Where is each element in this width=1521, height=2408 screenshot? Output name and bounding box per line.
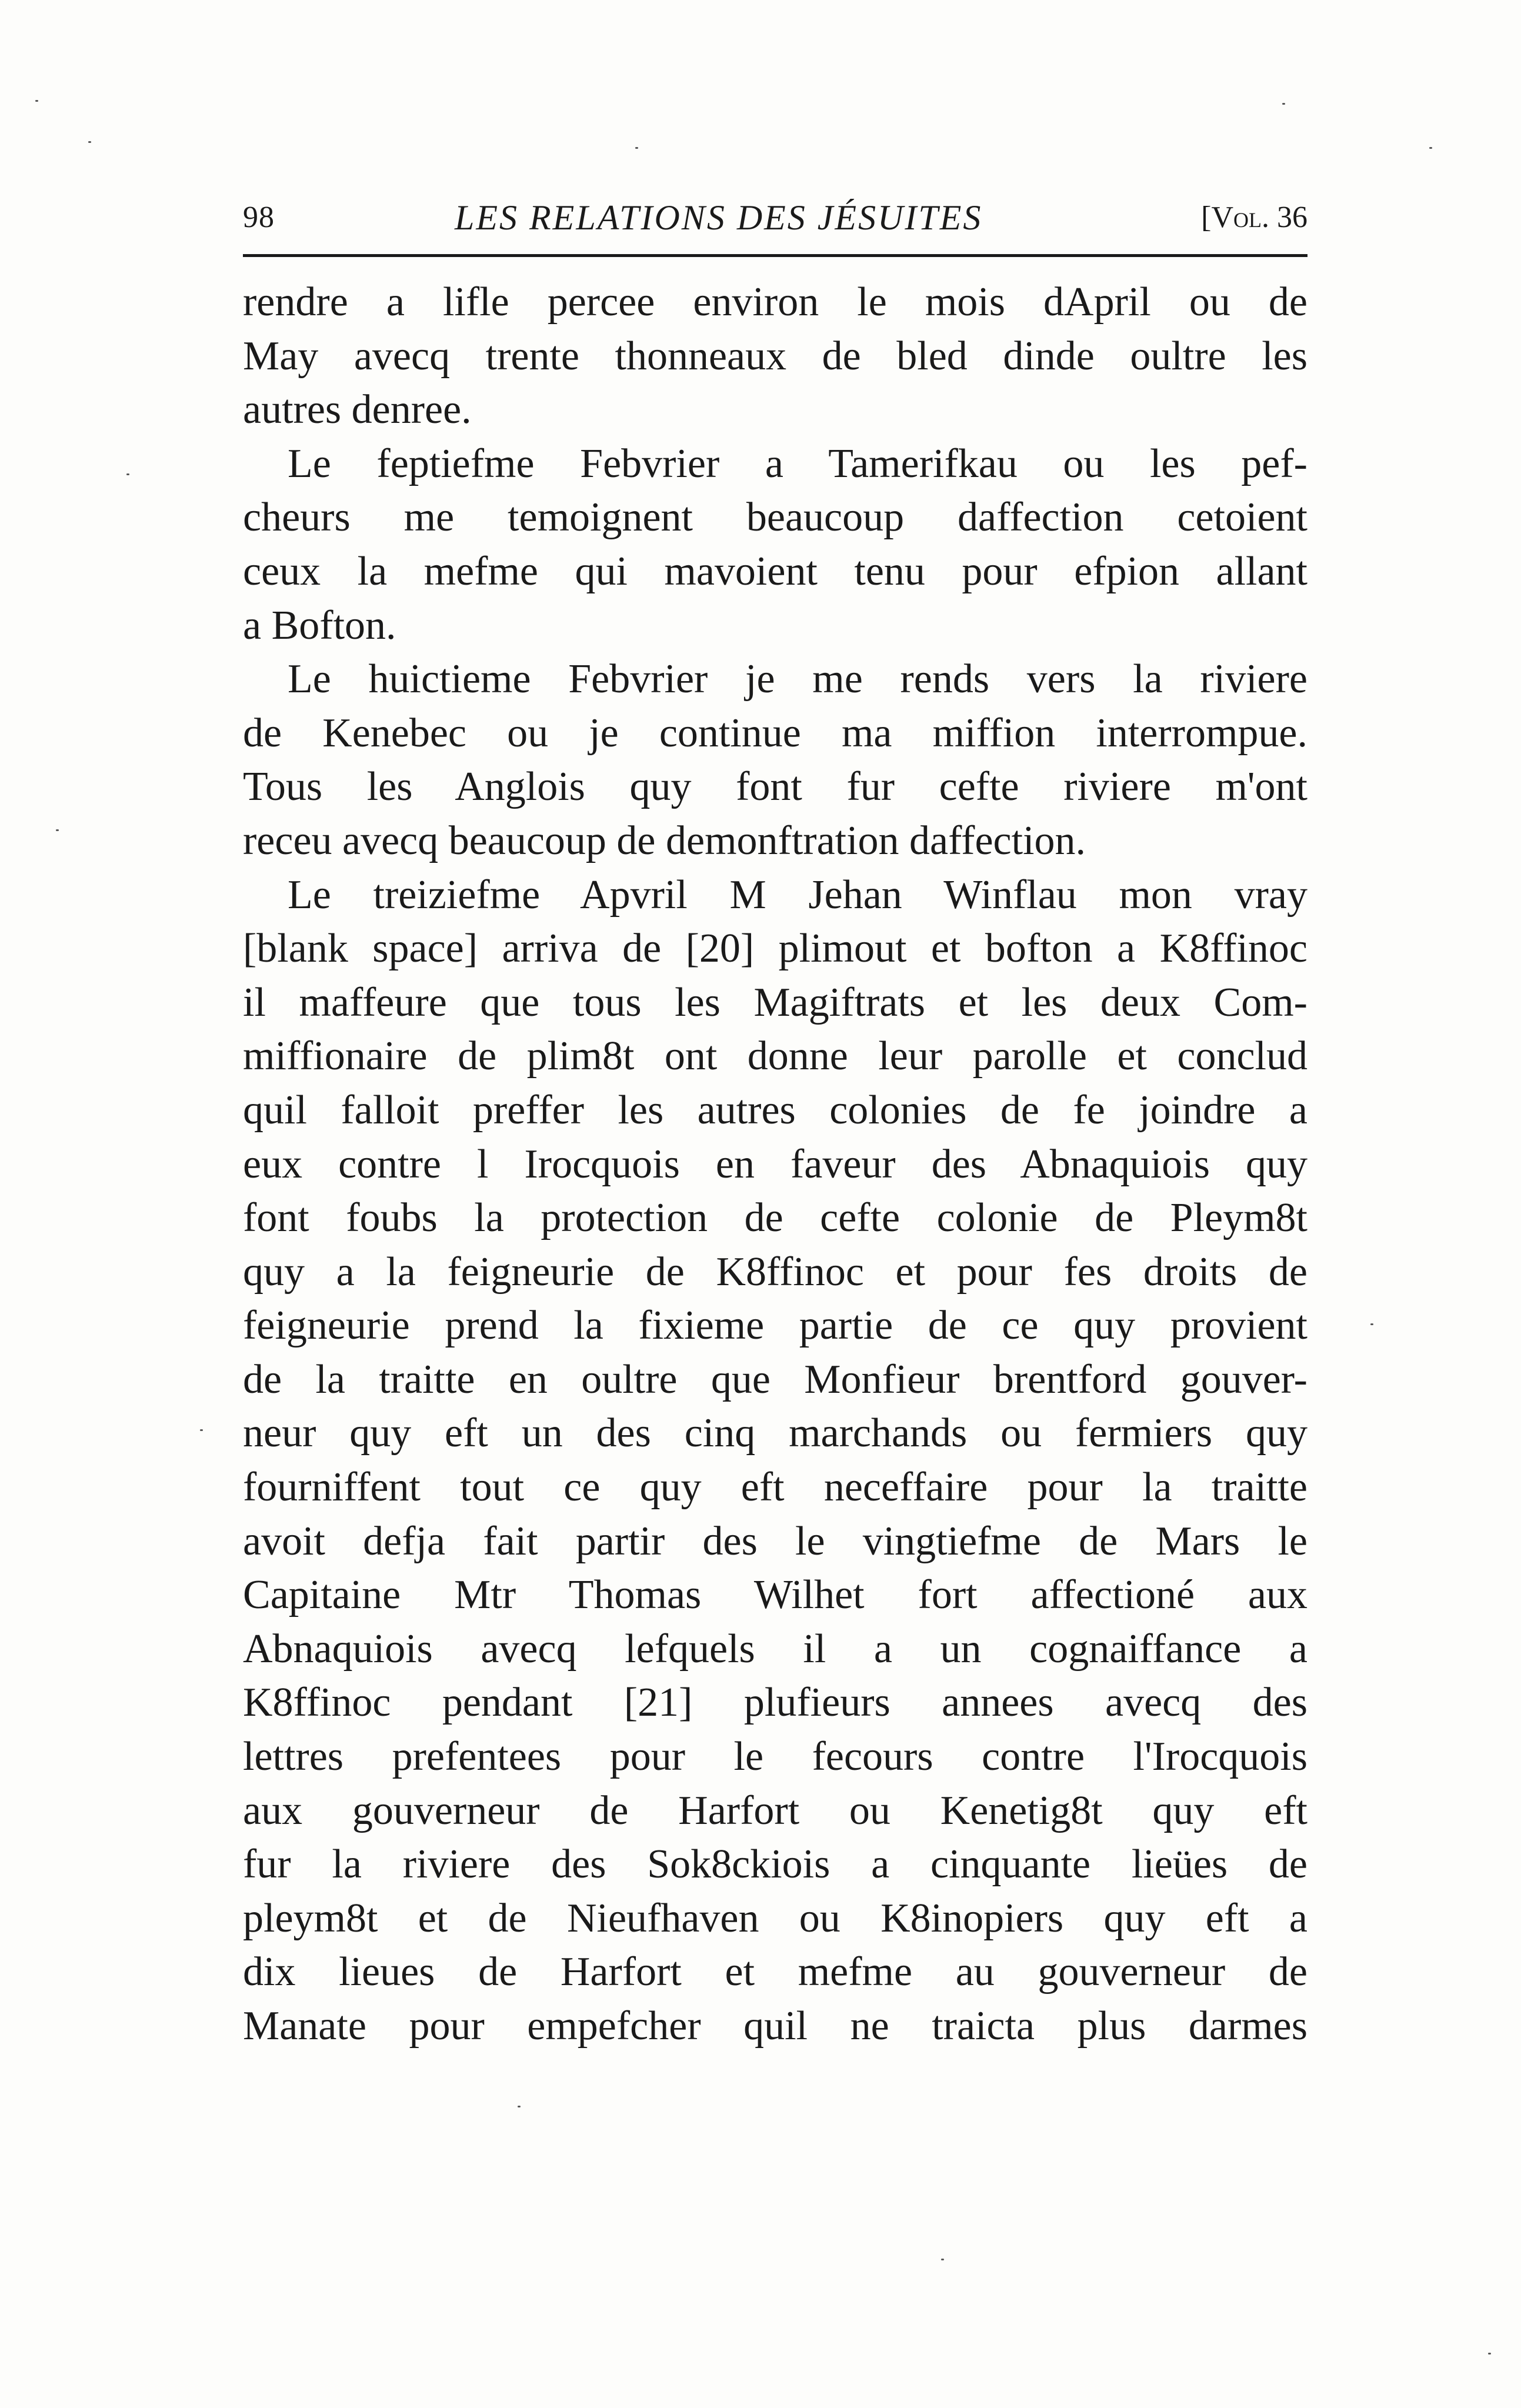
text-line: fourniffent tout ce quy eft neceffaire pour la traitte — [243, 1465, 1307, 1510]
text-line: neur quy eft un des cinq marchands ou fermiers quy — [243, 1410, 1307, 1456]
scan-speck — [1429, 147, 1432, 149]
text-line: Tous les Anglois quy font fur cefte riviere m'ont — [243, 764, 1307, 810]
text-line: eux contre l Irocquois en faveur des Abnaquiois quy — [243, 1141, 1307, 1187]
text-line: aux gouverneur de Harfort ou Kenetig8t quy eft — [243, 1787, 1307, 1833]
text-line: receu avecq beaucoup de demonftration daffection. — [243, 818, 1086, 863]
text-line: Le feptiefme Febvrier a Tamerifkau ou les pef- — [288, 441, 1307, 486]
text-line: de Kenebec ou je continue ma miffion interrompue. — [243, 710, 1307, 756]
text-line: K8ffinoc pendant [21] plufieurs annees avecq des — [243, 1680, 1307, 1726]
text-line: Capitaine Mtr Thomas Wilhet fort affectioné aux — [243, 1572, 1307, 1618]
text-line: [blank space] arriva de [20] plimout et bofton a K8ffinoc — [243, 926, 1307, 972]
text-line: cheurs me temoignent beaucoup daffection cetoient — [243, 495, 1307, 541]
scan-speck — [518, 2106, 521, 2107]
scan-speck — [1370, 1323, 1373, 1325]
text-line: de la traitte en oultre que Monfieur brentford gouver- — [243, 1356, 1307, 1402]
text-line: ceux la mefme qui mavoient tenu pour efpion allant — [243, 548, 1307, 594]
text-line: a Bofton. — [243, 602, 396, 648]
text-line: Le treiziefme Apvril M Jehan Winflau mon vray — [288, 872, 1307, 918]
scan-speck — [1488, 2353, 1491, 2354]
text-line: Le huictieme Febvrier je me rends vers la riviere — [288, 656, 1307, 702]
header-rule — [243, 254, 1307, 257]
text-line: quy a la feigneurie de K8ffinoc et pour fes droits de — [243, 1249, 1307, 1295]
page-number: 98 — [243, 201, 275, 234]
text-line: autres denree. — [243, 387, 472, 433]
text-line: avoit defja fait partir des le vingtiefme de Mars le — [243, 1518, 1307, 1564]
scan-speck — [88, 141, 91, 143]
scan-speck — [1282, 103, 1285, 105]
body-text — [243, 275, 1307, 2053]
text-line: Manate pour empefcher quil ne traicta plus darmes — [243, 2003, 1307, 2049]
running-head — [243, 194, 1307, 247]
text-line: May avecq trente thonneaux de bled dinde oultre les — [243, 333, 1307, 379]
scan-speck — [941, 2259, 944, 2260]
scan-speck — [56, 829, 59, 831]
text-line: dix lieues de Harfort et mefme au gouverneur de — [243, 1949, 1307, 1995]
text-line: feigneurie prend la fixieme partie de ce quy provient — [243, 1303, 1307, 1349]
scan-speck — [35, 100, 38, 102]
text-line: lettres prefentees pour le fecours contre l'Irocquois — [243, 1734, 1307, 1780]
text-line: Abnaquiois avecq lefquels il a un cognaiffance a — [243, 1626, 1307, 1672]
text-line: rendre a lifle percee environ le mois dApril ou de — [243, 279, 1307, 325]
scan-speck — [126, 473, 129, 475]
text-line: quil falloit preffer les autres colonies de fe joindre a — [243, 1087, 1307, 1133]
book-title: LES RELATIONS DES JÉSUITES — [455, 198, 983, 237]
text-line: fur la riviere des Sok8ckiois a cinquante lieües de — [243, 1842, 1307, 1887]
text-line: pleym8t et de Nieufhaven ou K8inopiers quy eft a — [243, 1895, 1307, 1941]
scan-speck — [635, 147, 638, 149]
text-line: font foubs la protection de cefte colonie de Pleym8t — [243, 1195, 1307, 1241]
text-line: il maffeure que tous les Magiftrats et les deux Com- — [243, 979, 1307, 1025]
text-line: miffionaire de plim8t ont donne leur parolle et conclud — [243, 1033, 1307, 1079]
scan-speck — [200, 1429, 203, 1431]
volume-number: [Vol. 36 — [1201, 201, 1307, 234]
